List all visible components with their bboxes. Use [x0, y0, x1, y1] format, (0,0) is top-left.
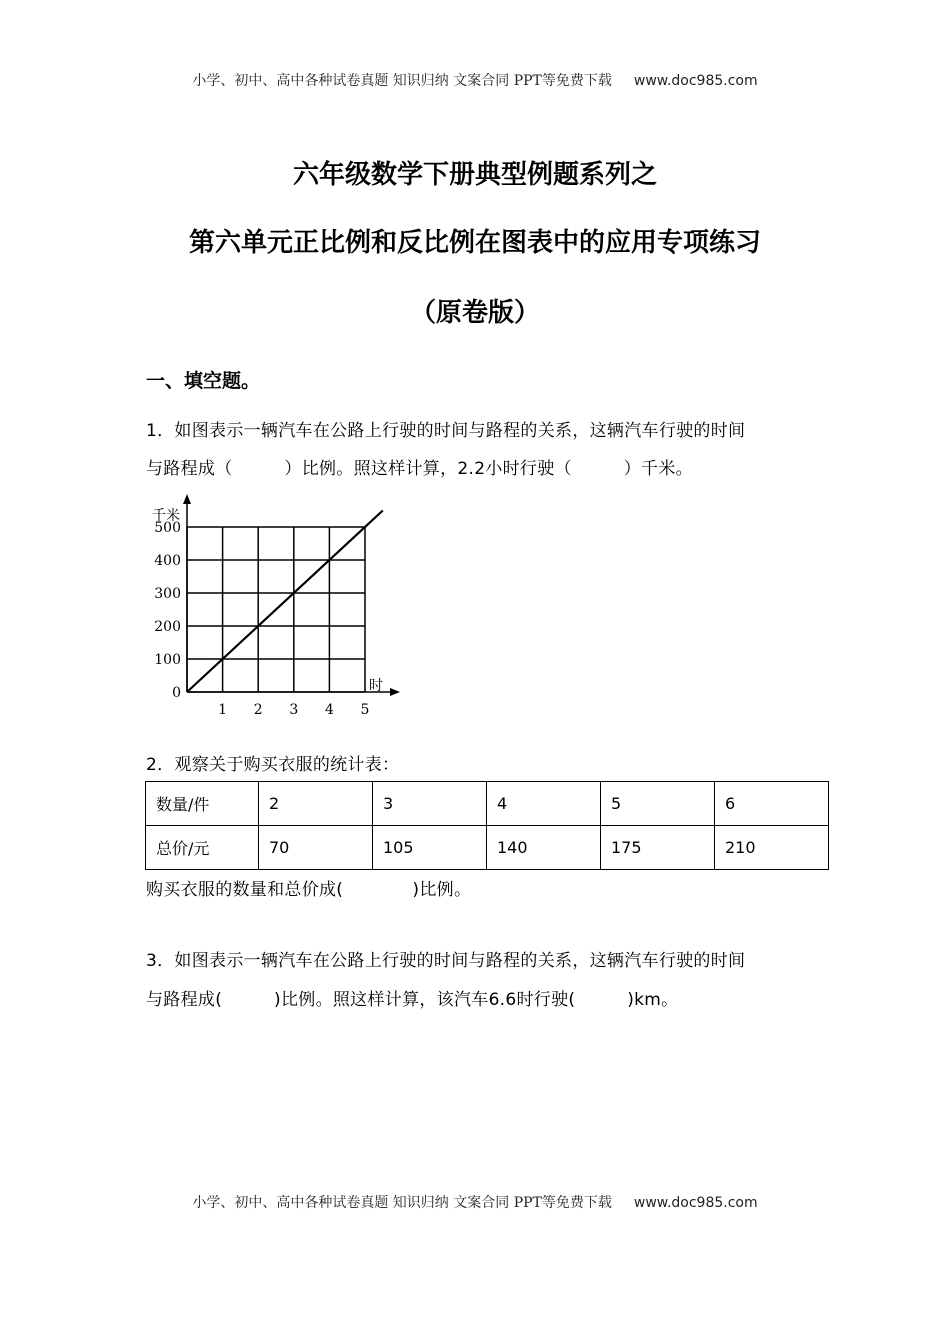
- q1-line-2: 与路程成（ ）比例。照这样计算，2.2小时行驶（ ）千米。: [146, 459, 693, 479]
- series-line: [187, 511, 383, 693]
- x-axis-arrow-icon: [390, 688, 400, 696]
- y-tick-label: 400: [154, 553, 181, 569]
- x-tick-label: 5: [360, 702, 370, 718]
- y-tick-label: 0: [172, 685, 181, 701]
- y-tick-label: 300: [154, 586, 181, 602]
- q1-line-1: 1．如图表示一辆汽车在公路上行驶的时间与路程的关系，这辆汽车行驶的时间: [146, 421, 746, 441]
- table-cell: 70: [259, 826, 373, 870]
- header-text: 小学、初中、高中各种试卷真题 知识归纳 文案合同 PPT等免费下载: [192, 73, 612, 89]
- title-line-2: 第六单元正比例和反比例在图表中的应用专项练习: [188, 228, 761, 258]
- table-cell: 6: [715, 782, 829, 826]
- y-axis-arrow-icon: [183, 494, 191, 504]
- table-cell: 105: [373, 826, 487, 870]
- table-cell: 210: [715, 826, 829, 870]
- table-cell: 数量/件: [146, 782, 259, 826]
- y-axis-label: 千米: [152, 508, 180, 524]
- y-tick-label: 100: [154, 652, 181, 668]
- footer-text: 小学、初中、高中各种试卷真题 知识归纳 文案合同 PPT等免费下载: [192, 1195, 612, 1211]
- table-cell: 140: [487, 826, 601, 870]
- x-tick-label: 1: [218, 702, 228, 718]
- table-cell: 5: [601, 782, 715, 826]
- table-row: [146, 826, 829, 870]
- x-tick-label: 3: [289, 702, 299, 718]
- x-axis-label: 时: [369, 678, 383, 694]
- table-cell: 2: [259, 782, 373, 826]
- table-cell: 3: [373, 782, 487, 826]
- title-line-3: （原卷版）: [409, 298, 540, 328]
- table-cell: 175: [601, 826, 715, 870]
- q2-intro: 2．观察关于购买衣服的统计表：: [146, 755, 400, 775]
- table-row: [146, 782, 829, 826]
- q2-after: 购买衣服的数量和总价成( )比例。: [146, 880, 472, 900]
- title-line-1: 六年级数学下册典型例题系列之: [292, 160, 657, 190]
- page-footer: [0, 1192, 950, 1212]
- page-header: [0, 70, 950, 90]
- distance-time-chart: [140, 490, 410, 720]
- table-cell: 总价/元: [146, 826, 259, 870]
- q3-line-1: 3．如图表示一辆汽车在公路上行驶的时间与路程的关系，这辆汽车行驶的时间: [146, 951, 746, 971]
- chart-grid: [154, 494, 400, 718]
- x-tick-label: 4: [324, 702, 334, 718]
- table-cell: 4: [487, 782, 601, 826]
- x-tick-label: 2: [253, 702, 263, 718]
- y-tick-label: 200: [154, 619, 181, 635]
- clothes-table: [145, 781, 829, 870]
- section-heading: 一、填空题。: [146, 370, 261, 392]
- q3-line-2: 与路程成( )比例。照这样计算，该汽车6.6时行驶( )km。: [146, 990, 679, 1010]
- footer-url[interactable]: www.doc985.com: [633, 1195, 758, 1211]
- y-tick-label: 500: [154, 520, 181, 536]
- header-url[interactable]: www.doc985.com: [633, 73, 758, 89]
